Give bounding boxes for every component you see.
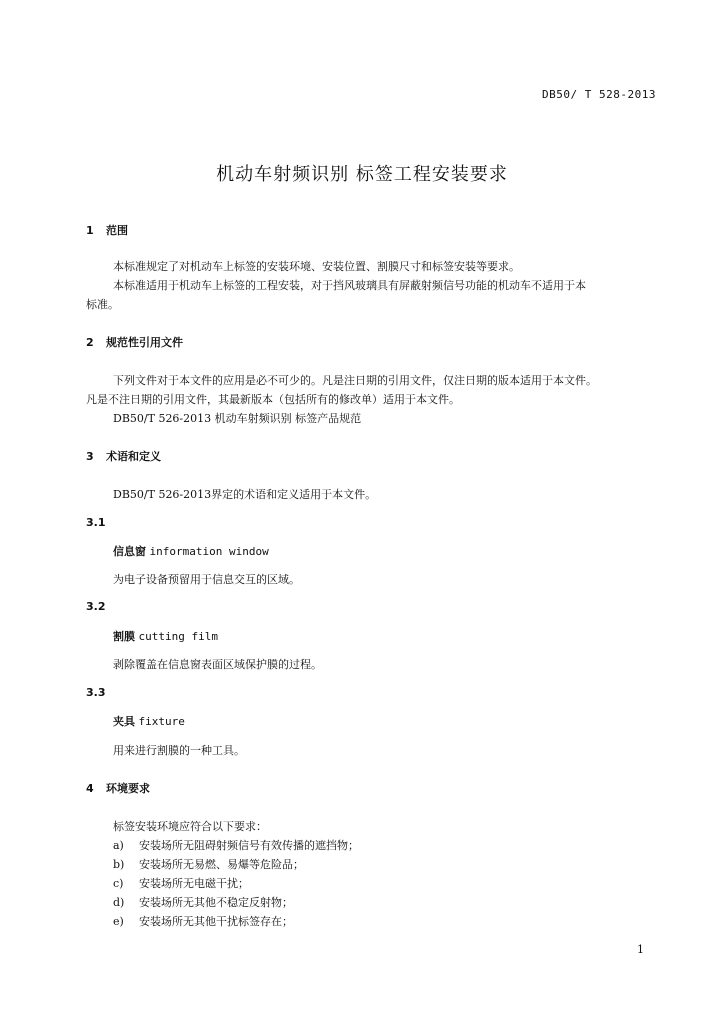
section-title: 范围 <box>106 224 128 237</box>
paragraph: 本标准适用于机动车上标签的工程安装，对于挡风玻璃具有屏蔽射频信号功能的机动车不适用于本 <box>113 279 586 292</box>
section-2-heading <box>86 334 183 350</box>
term-english: fixture <box>138 715 185 728</box>
section-title: 规范性引用文件 <box>106 336 183 349</box>
term-number: 3.3 <box>86 686 106 699</box>
document-title: 机动车射频识别 标签工程安装要求 <box>216 164 508 185</box>
list-item <box>113 837 359 853</box>
list-item <box>113 856 304 872</box>
section-number: 4 <box>86 782 94 795</box>
section-title: 环境要求 <box>106 782 150 795</box>
term-definition: 为电子设备预留用于信息交互的区域。 <box>113 573 300 586</box>
section-3-heading <box>86 448 161 464</box>
term-number: 3.1 <box>86 516 106 529</box>
section-title: 术语和定义 <box>106 450 161 463</box>
term-number: 3.2 <box>86 600 106 613</box>
page-number: 1 <box>637 943 644 956</box>
paragraph-continuation: 凡是不注日期的引用文件，其最新版本（包括所有的修改单）适用于本文件。 <box>86 393 460 406</box>
list-marker: b) <box>113 858 125 871</box>
paragraph-continuation: 标准。 <box>86 298 119 311</box>
list-item-text: 安装场所无阻碍射频信号有效传播的遮挡物； <box>139 839 359 852</box>
section-1-heading <box>86 222 128 238</box>
term-english: information window <box>149 545 269 558</box>
term-definition: 用来进行割膜的一种工具。 <box>113 744 245 757</box>
term-english: cutting film <box>138 630 218 643</box>
list-item-text: 安装场所无电磁干扰； <box>139 877 249 890</box>
paragraph: 下列文件对于本文件的应用是必不可少的。凡是注日期的引用文件，仅注日期的版本适用于本文件。 <box>113 374 597 387</box>
normative-reference: DB50/T 526-2013 机动车射频识别 标签产品规范 <box>113 412 362 425</box>
section-number: 3 <box>86 450 94 463</box>
term-definition: 剥除覆盖在信息窗表面区域保护膜的过程。 <box>113 658 322 671</box>
paragraph: DB50/T 526-2013界定的术语和定义适用于本文件。 <box>113 488 377 501</box>
list-item-text: 安装场所无其他不稳定反射物； <box>139 896 293 909</box>
term-chinese: 割膜 <box>113 630 135 643</box>
term-entry <box>113 628 218 644</box>
section-4-heading <box>86 780 150 796</box>
paragraph: 标签安装环境应符合以下要求： <box>113 820 267 833</box>
list-marker: c) <box>113 877 124 890</box>
section-number: 2 <box>86 336 94 349</box>
paragraph: 本标准规定了对机动车上标签的安装环境、安装位置、割膜尺寸和标签安装等要求。 <box>113 260 520 273</box>
list-item-text: 安装场所无易燃、易爆等危险品； <box>139 858 304 871</box>
term-chinese: 夹具 <box>113 715 135 728</box>
list-item-text: 安装场所无其他干扰标签存在； <box>139 915 293 928</box>
section-number: 1 <box>86 224 94 237</box>
term-entry <box>113 543 269 559</box>
list-marker: d) <box>113 896 125 909</box>
list-item <box>113 913 293 929</box>
list-marker: a) <box>113 839 124 852</box>
list-marker: e) <box>113 915 124 928</box>
list-item <box>113 894 293 910</box>
list-item <box>113 875 249 891</box>
term-entry <box>113 713 185 729</box>
term-chinese: 信息窗 <box>113 545 146 558</box>
standard-number: DB50/ T 528-2013 <box>542 88 656 101</box>
